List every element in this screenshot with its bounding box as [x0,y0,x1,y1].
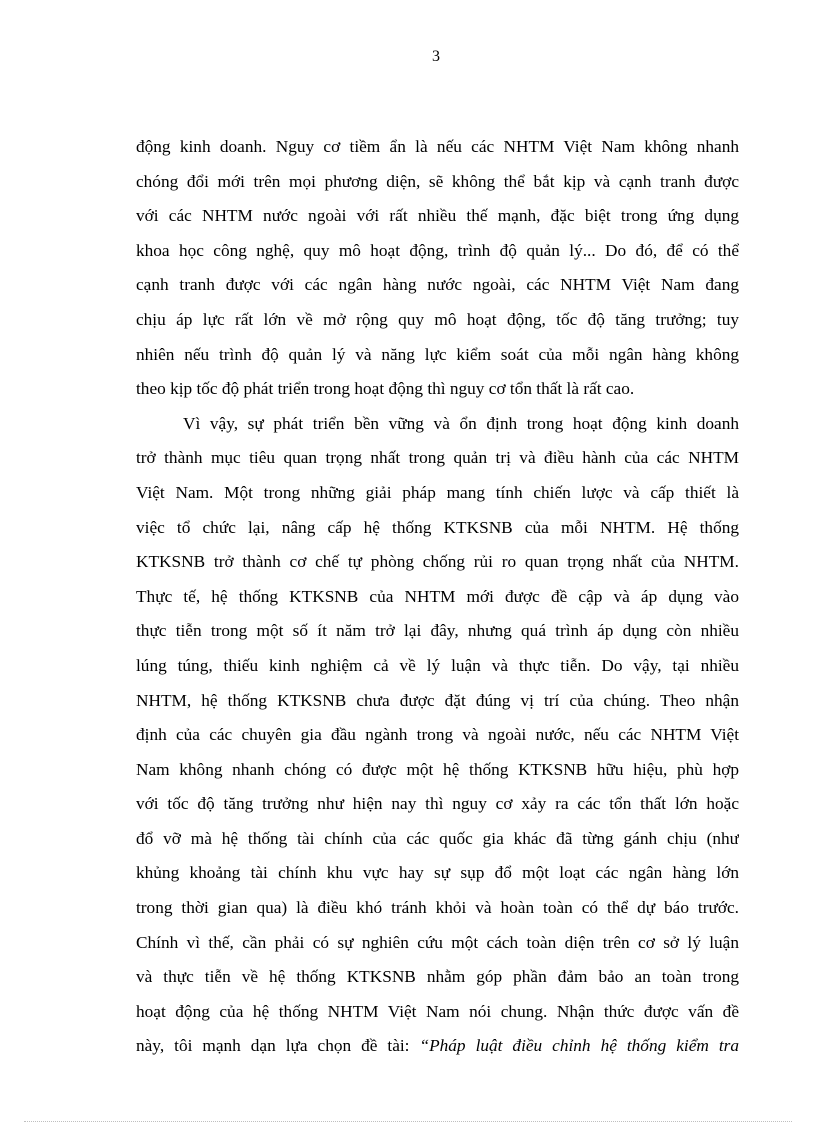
text-line: thực tiễn trong một số ít năm trở lại đây, nhưng quá trình áp dụng còn nhiều [136,621,739,641]
text-line: và thực tiễn về hệ thống KTKSNB nhằm góp phần đảm bảo an toàn trong [136,967,739,987]
text-line: động kinh doanh. Nguy cơ tiềm ẩn là nếu các NHTM Việt Nam không nhanh [136,137,739,156]
text-line: khoa học công nghệ, quy mô hoạt động, trình độ quản lý... Do đó, để có thể [136,240,739,260]
final-line-text: này, tôi mạnh dạn lựa chọn đề tài: [136,1036,420,1056]
page-number: 3 [432,48,440,65]
text-line: chịu áp lực rất lớn về mở rộng quy mô hoạt động, tốc độ tăng trưởng; tuy [136,309,739,329]
text-line: chóng đổi mới trên mọi phương diện, sẽ không thể bắt kịp và cạnh tranh được [136,171,739,191]
text-line: đổ vỡ mà hệ thống tài chính của các quốc gia khác đã từng gánh chịu (như [136,828,739,848]
footer-divider [24,1121,792,1122]
text-line-final [136,1029,739,1064]
text-line: khủng khoảng tài chính khu vực hay sự sụp đổ một loạt các ngân hàng lớn [136,863,739,883]
text-line: nhiên nếu trình độ quản lý và năng lực kiểm soát của mỗi ngân hàng không [136,344,739,364]
body-text [136,130,739,1064]
text-line: trong thời gian qua) là điều khó tránh khỏi và hoàn toàn có thể dự báo trước. [136,898,739,918]
text-line: Việt Nam. Một trong những giải pháp mang tính chiến lược và cấp thiết là [136,482,739,502]
text-line: theo kịp tốc độ phát triển trong hoạt động thì nguy cơ tổn thất là rất cao. [136,379,635,399]
thesis-title-italic: “Pháp luật điều chỉnh hệ thống kiểm tra [419,1036,739,1056]
text-line: trở thành mục tiêu quan trọng nhất trong quản trị và điều hành của các NHTM [136,448,739,468]
text-line: với các NHTM nước ngoài với rất nhiều thế mạnh, đặc biệt trong ứng dụng [136,206,739,226]
text-line: NHTM, hệ thống KTKSNB chưa được đặt đúng vị trí của chúng. Theo nhận [136,690,739,710]
text-line: với tốc độ tăng trưởng như hiện nay thì nguy cơ xảy ra các tổn thất lớn hoặc [136,794,739,814]
text-line: Vì vậy, sự phát triển bền vững và ổn định trong hoạt động kinh doanh [183,413,739,433]
text-line: việc tổ chức lại, nâng cấp hệ thống KTKSNB của mỗi NHTM. Hệ thống [136,517,739,537]
text-line: định của các chuyên gia đầu ngành trong và ngoài nước, nếu các NHTM Việt [136,725,739,745]
text-line: cạnh tranh được với các ngân hàng nước ngoài, các NHTM Việt Nam đang [136,275,739,295]
text-line: hoạt động của hệ thống NHTM Việt Nam nói chung. Nhận thức được vấn đề [136,1001,739,1021]
text-line: KTKSNB trở thành cơ chế tự phòng chống rủi ro quan trọng nhất của NHTM. [136,552,739,572]
text-line: Chính vì thế, cần phải có sự nghiên cứu một cách toàn diện trên cơ sở lý luận [136,932,739,952]
text-line: Nam không nhanh chóng có được một hệ thống KTKSNB hữu hiệu, phù hợp [136,759,739,779]
text-line: Thực tế, hệ thống KTKSNB của NHTM mới được đề cập và áp dụng vào [136,586,739,606]
text-line: lúng túng, thiếu kinh nghiệm cả về lý luận và thực tiễn. Do vậy, tại nhiều [136,655,739,675]
